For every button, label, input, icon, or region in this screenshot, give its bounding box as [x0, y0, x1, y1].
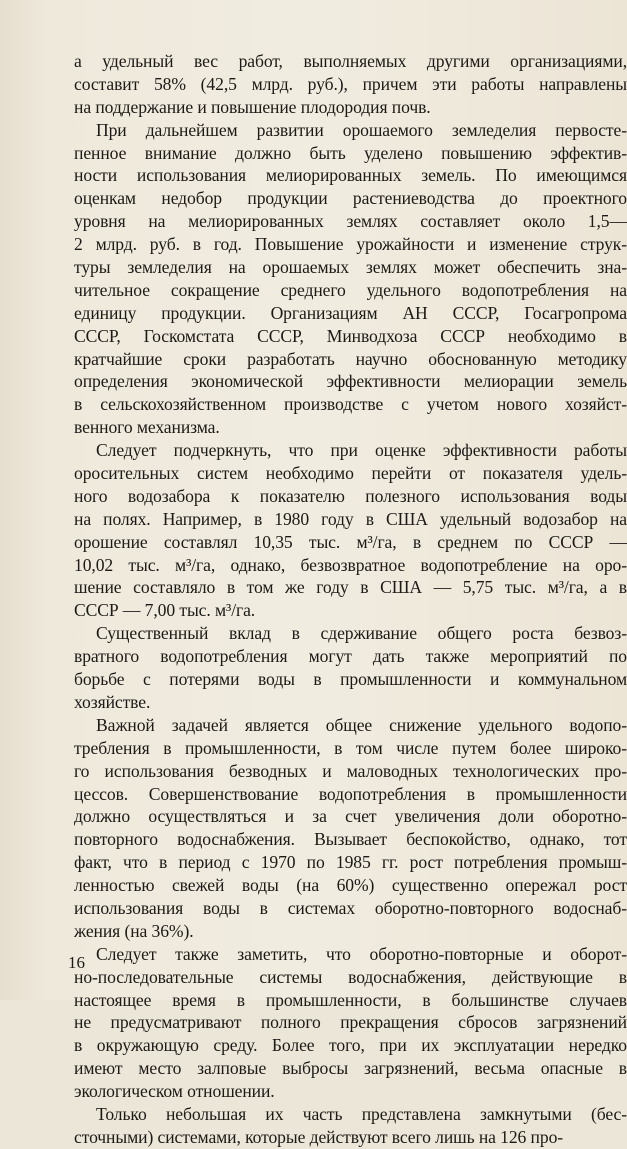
text-line: требления в промышленности, в том числе путем более широко- [74, 737, 627, 758]
text-line: на полях. Например, в 1980 году в США удельный водозабор на [74, 508, 627, 529]
paragraph [74, 943, 627, 1103]
text-line: факт, что в период с 1970 по 1985 гг. рост потребления промыш- [74, 852, 627, 873]
text-line: пенное внимание должно быть уделено повышению эффектив- [74, 142, 627, 163]
text-line: чительное сокращение среднего удельного водопотребления на [74, 279, 627, 300]
text-line: составит 58% (42,5 млрд. руб.), причем эти работы направлены [74, 73, 627, 94]
paragraph [74, 50, 627, 119]
text-line: должно осуществляться и за счет увеличения доли оборотно- [74, 806, 627, 827]
text-line: жения (на 36%). [74, 920, 194, 941]
text-line: в сельскохозяйственном производстве с учетом нового хозяйст- [74, 394, 627, 415]
text-line: определения экономической эффективности мелиорации земель [74, 371, 627, 392]
text-line: венного механизма. [74, 417, 220, 438]
text-line: кратчайшие сроки разработать научно обоснованную методику [74, 348, 627, 369]
paragraph [74, 714, 627, 943]
text-line: СССР — 7,00 тыс. м³/га. [74, 600, 256, 621]
text-line: При дальнейшем развитии орошаемого земледелия первосте- [96, 119, 627, 140]
text-line: Важной задачей является общее снижение удельного водопо- [96, 714, 627, 735]
text-line: экологическом отношении. [74, 1081, 275, 1102]
text-line: сточными) системами, которые действуют всего лишь на 126 про- [74, 1126, 564, 1147]
text-line: 2 млрд. руб. в год. Повышение урожайности и изменение струк- [74, 234, 627, 255]
text-line: борьбе с потерями воды в промышленности и коммунальном [74, 669, 627, 690]
text-line: цессов. Совершенствование водопотребления в промышленности [74, 783, 627, 804]
text-line: уровня на мелиорированных землях составляет около 1,5— [74, 211, 627, 232]
text-line: хозяйстве. [74, 691, 151, 712]
text-line: повторного водоснабжения. Вызывает беспокойство, однако, тот [74, 829, 627, 850]
text-line: но-последовательные системы водоснабжения, действующие в [74, 966, 627, 987]
text-line: Существенный вклад в сдерживание общего роста безвоз- [96, 623, 627, 644]
paragraph [74, 622, 627, 714]
text-line: единицу продукции. Организациям АН СССР, Госагропрома [74, 302, 627, 323]
body-text [74, 50, 627, 1149]
text-line: имеют место залповые выбросы загрязнений, весьма опасные в [74, 1058, 627, 1079]
text-line: использования воды в системах оборотно-повторного водоснаб- [74, 897, 627, 918]
page-number: 16 [68, 953, 85, 972]
paragraph [74, 119, 627, 439]
text-line: ленностью свежей воды (на 60%) существенно опережал рост [74, 875, 627, 896]
text-line: Следует подчеркнуть, что при оценке эффективности работы [96, 440, 627, 461]
text-line: шение составляло в том же году в США — 5,75 тыс. м³/га, а в [74, 577, 627, 598]
paragraph [74, 1103, 627, 1149]
text-line: го использования безводных и маловодных технологических про- [74, 760, 627, 781]
text-line: оценкам недобор продукции растениеводства до проектного [74, 188, 627, 209]
text-line: ности использования мелиорированных земель. По имеющимся [74, 165, 627, 186]
text-line: на поддержание и повышение плодородия почв. [74, 96, 431, 117]
text-line: ного водозабора к показателю полезного использования воды [74, 485, 627, 506]
text-line: не предусматривают полного прекращения сбросов загрязнений [74, 1012, 627, 1033]
text-line: а удельный вес работ, выполняемых другими организациями, [74, 51, 627, 71]
text-line: настоящее время в промышленности, в большинстве случаев [74, 989, 627, 1010]
text-line: Только небольшая их часть представлена замкнутыми (бес- [96, 1103, 627, 1124]
text-line: 10,02 тыс. м³/га, однако, безвозвратное водопотребление на оро- [74, 554, 627, 575]
text-line: туры земледелия на орошаемых землях может обеспечить зна- [74, 257, 627, 278]
text-line: СССР, Госкомстата СССР, Минводхоза СССР необходимо в [74, 325, 627, 346]
text-line: в окружающую среду. Более того, при их эксплуатации нередко [74, 1035, 627, 1056]
paragraph [74, 439, 627, 622]
text-line: Следует также заметить, что оборотно-повторные и оборот- [96, 943, 627, 964]
text-line: орошение составлял 10,35 тыс. м³/га, в среднем по СССР — [74, 531, 627, 552]
text-line: вратного водопотребления могут дать также мероприятий по [74, 646, 627, 667]
text-line: оросительных систем необходимо перейти от показателя удель- [74, 463, 627, 484]
